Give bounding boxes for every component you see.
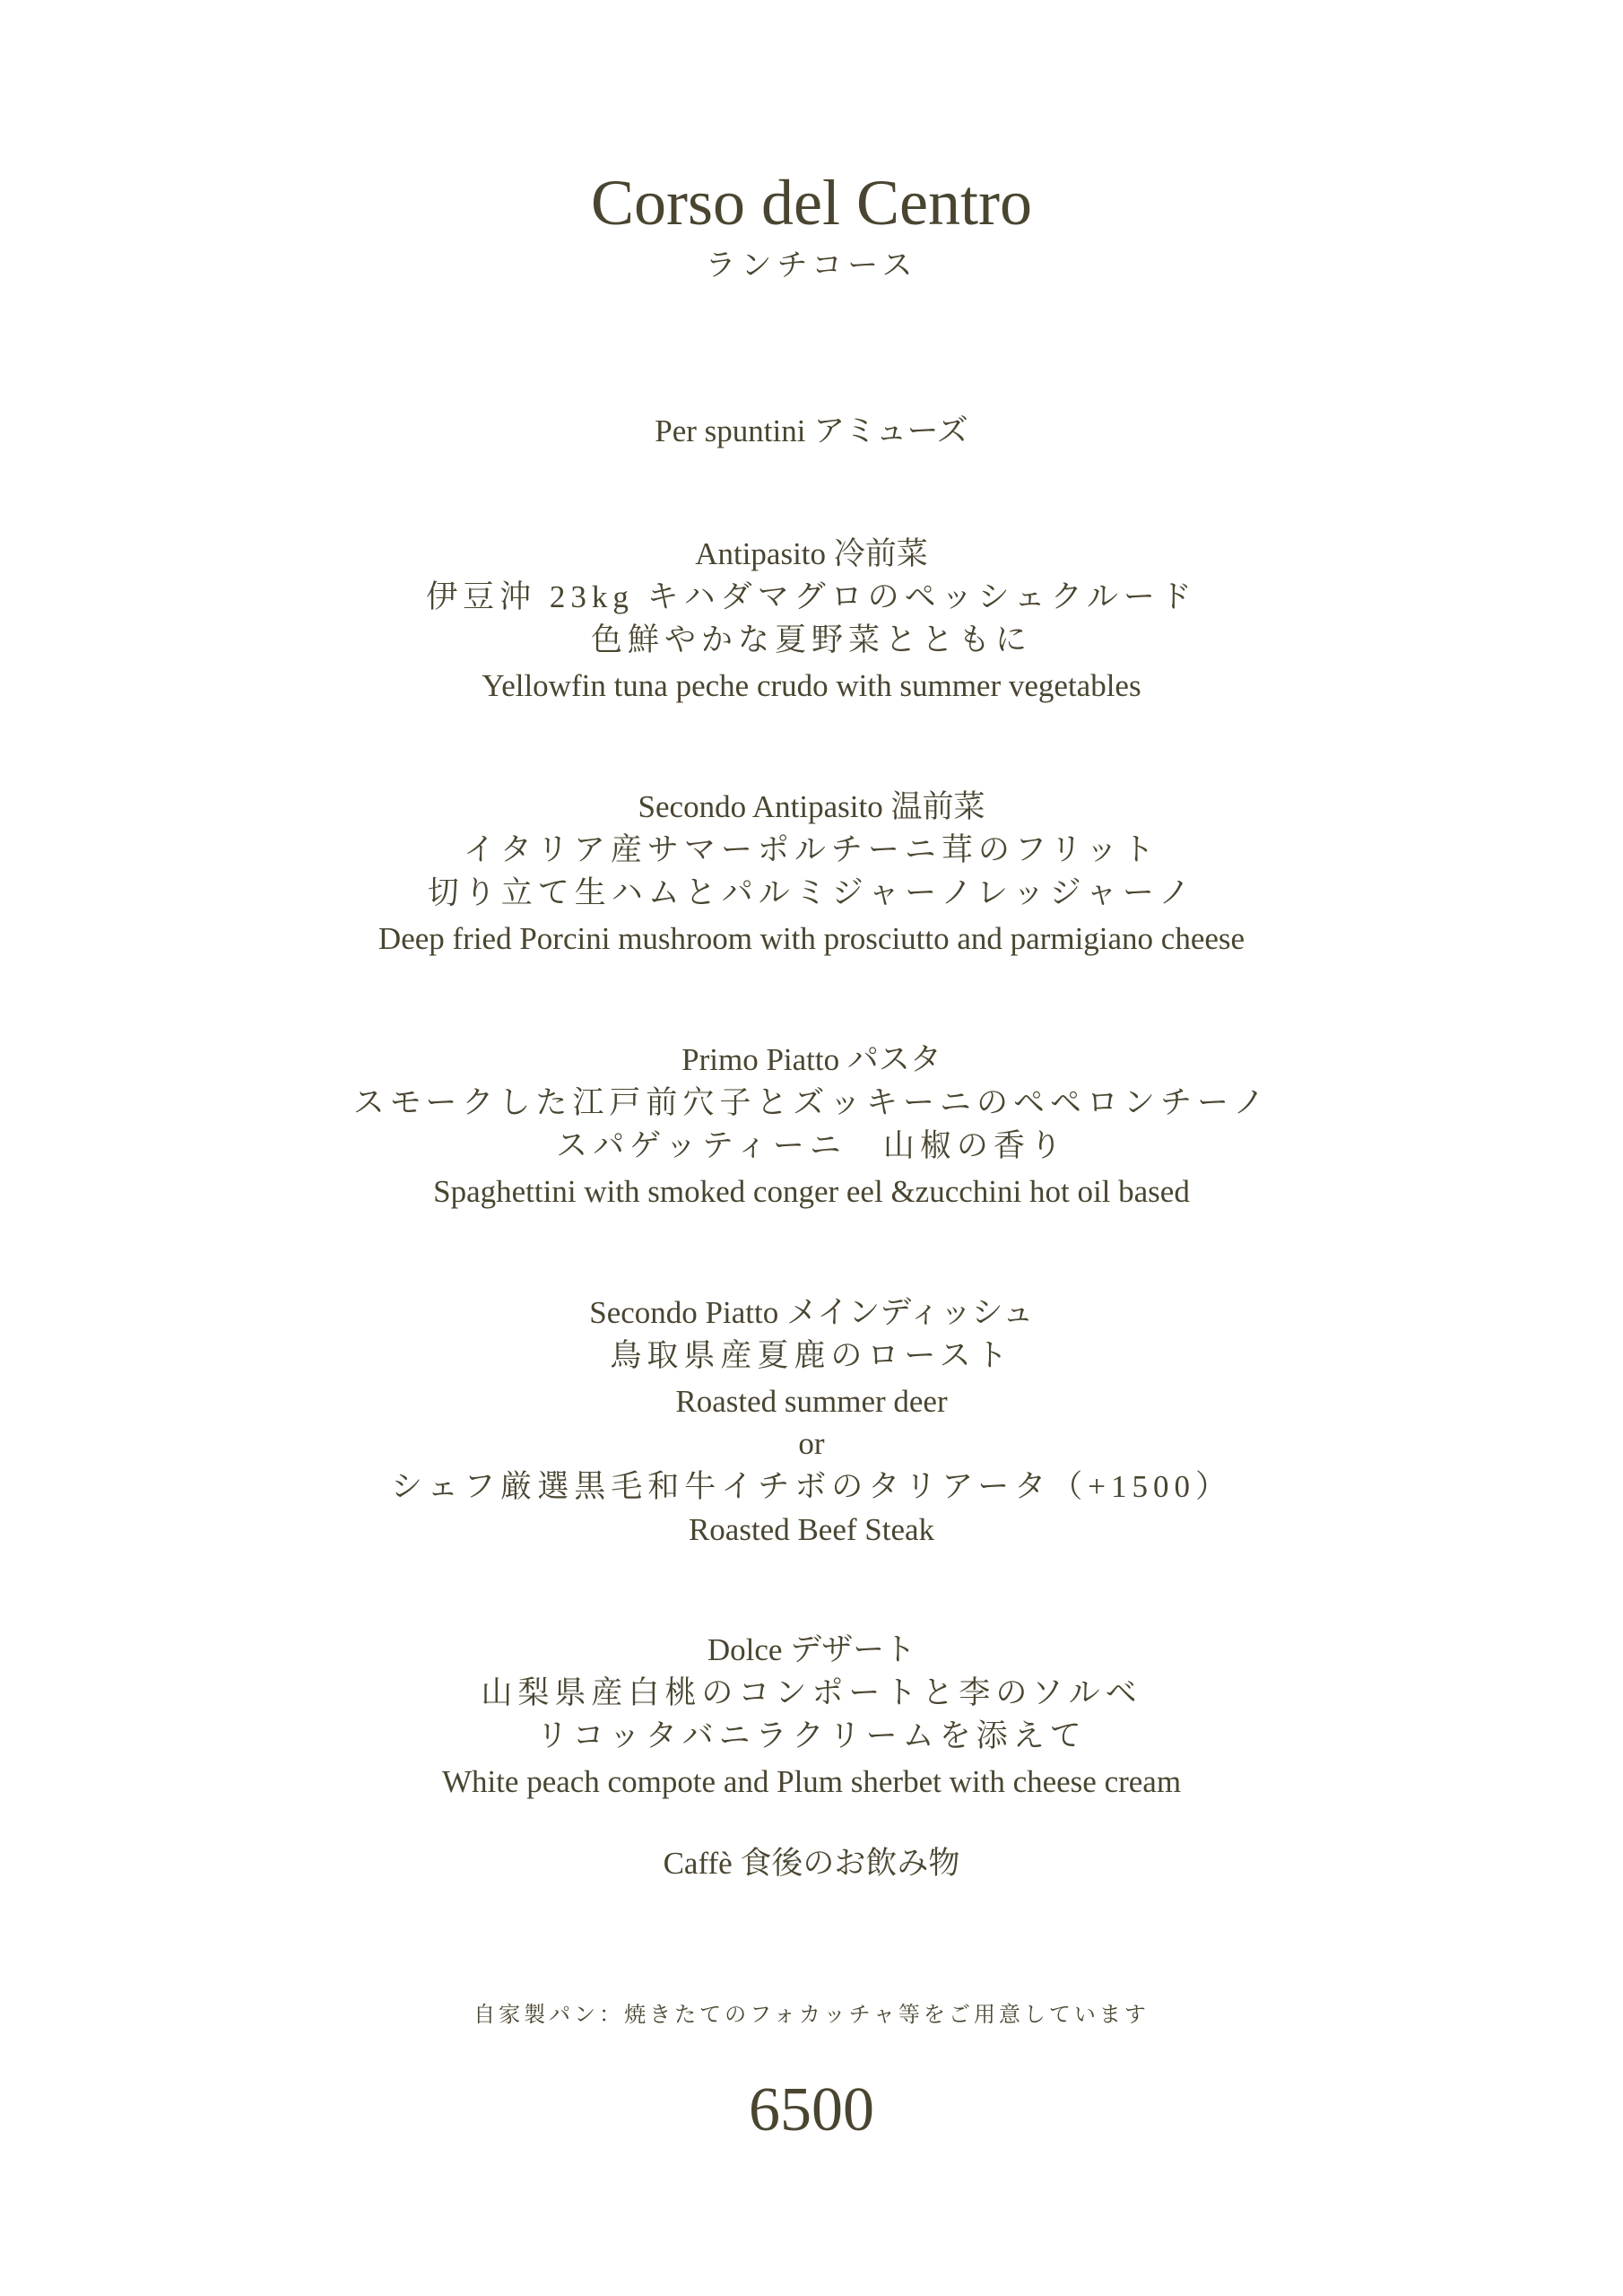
course-line: Spaghettini with smoked conger eel &zucchini hot oil based <box>433 1174 1190 1209</box>
course-line: 山梨県産白桃のコンポートと李のソルベ <box>481 1675 1142 1710</box>
menu-subtitle: ランチコース <box>705 249 918 283</box>
course-line: スパゲッティーニ 山椒の香り <box>556 1128 1067 1163</box>
course-line: Roasted summer deer <box>675 1384 948 1419</box>
course-line: or <box>798 1426 825 1461</box>
course-heading-secondo: Secondo Piatto メインディッシュ <box>589 1295 1034 1330</box>
course-heading-caffe: Caffè 食後のお飲み物 <box>663 1846 960 1881</box>
course-line: White peach compote and Plum sherbet with cheese cream <box>441 1764 1182 1799</box>
course-line: シェフ厳選黒毛和牛イチボのタリアータ（+1500） <box>391 1469 1232 1504</box>
menu-title: Corso del Centro <box>591 167 1032 239</box>
course-line: 鳥取県産夏鹿のロースト <box>610 1338 1013 1373</box>
course-line: 切り立て生ハムとパルミジャーノレッジャーノ <box>427 875 1196 910</box>
course-line: Yellowfin tuna peche crudo with summer vegetables <box>482 668 1141 703</box>
course-line: リコッタバニラクリームを添えて <box>536 1718 1087 1753</box>
course-line: 色鮮やかな夏野菜とともに <box>590 622 1032 657</box>
bread-note: 自家製パン：焼きたてのフォカッチャ等をご用意しています <box>473 2004 1150 2027</box>
course-heading-primo: Primo Piatto パスタ <box>681 1042 942 1077</box>
course-price: 6500 <box>749 2075 874 2144</box>
course-heading-dolce: Dolce デザート <box>707 1632 916 1667</box>
course-line: イタリア産サマーポルチーニ茸のフリット <box>463 832 1160 867</box>
course-heading-secondo-antipasto: Secondo Antipasito 温前菜 <box>638 789 985 824</box>
course-line: Roasted Beef Steak <box>688 1512 935 1547</box>
course-heading-antipasto: Antipasito 冷前菜 <box>695 536 928 571</box>
course-line: Deep fried Porcini mushroom with prosciutto and parmigiano cheese <box>378 921 1245 956</box>
course-line: スモークした江戸前穴子とズッキーニのペペロンチーノ <box>352 1085 1271 1120</box>
course-line: 伊豆沖 23kg キハダマグロのペッシェクルード <box>426 579 1197 614</box>
course-heading-amuse: Per spuntini アミューズ <box>655 413 968 448</box>
